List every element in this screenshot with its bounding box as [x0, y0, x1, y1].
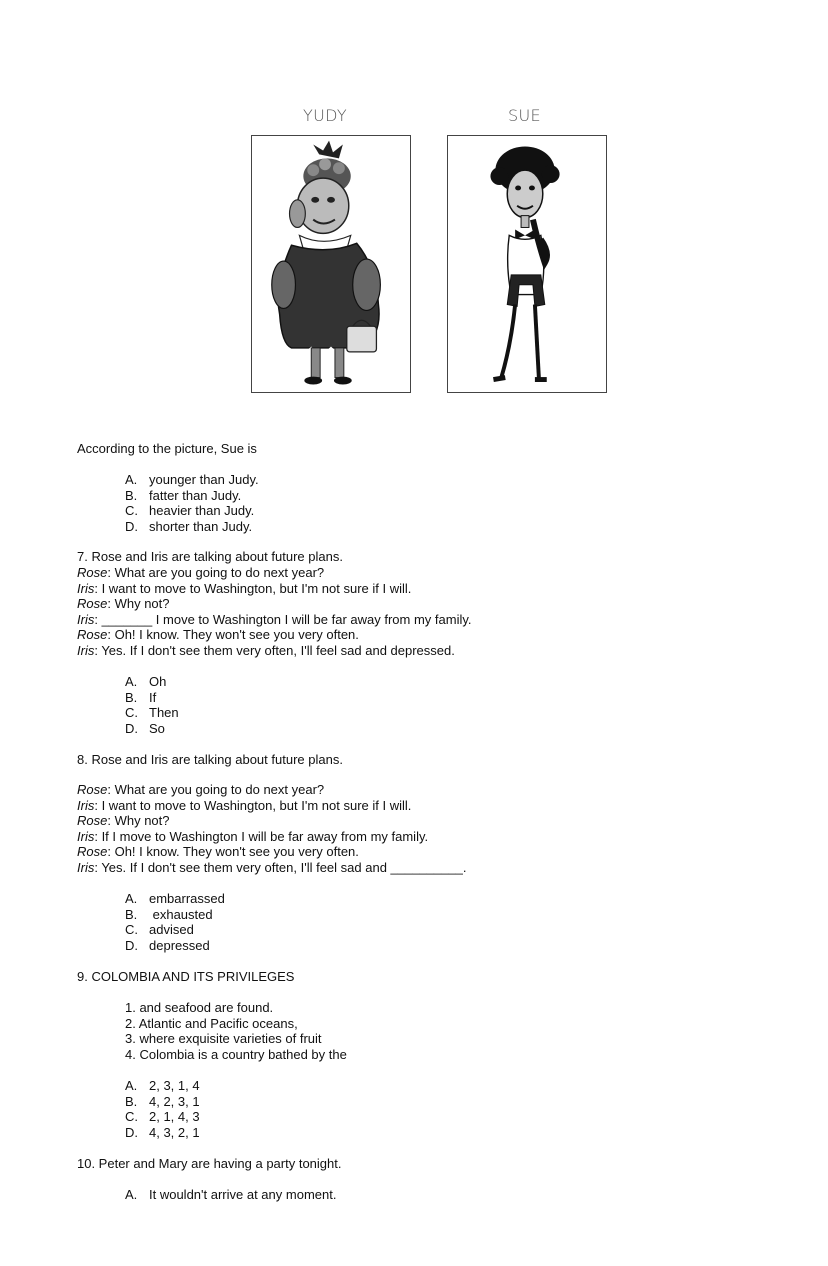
line-text: : Yes. If I don't see them very often, I'll feel sad and __________.: [94, 859, 467, 875]
speaker: Rose: [77, 782, 108, 797]
speaker: Rose: [77, 565, 108, 580]
option-text: It wouldn't arrive at any moment.: [149, 1187, 337, 1202]
speaker: Iris: [77, 828, 95, 844]
option-letter: C.: [125, 705, 138, 720]
q9-item: 3. where exquisite varieties of fruit: [125, 1031, 322, 1046]
yudy-picture: [251, 135, 411, 393]
option-text: 4, 3, 2, 1: [149, 1124, 200, 1140]
dialogue-line: [77, 581, 411, 597]
q9-item: 1. and seafood are found.: [125, 1000, 274, 1015]
q6-stem: According to the picture, Sue is: [77, 441, 257, 456]
dialogue-line: [77, 782, 324, 798]
q6-option-c[interactable]: [125, 503, 254, 519]
option-letter: D.: [125, 720, 138, 736]
sue-caption: SUE: [508, 106, 541, 125]
yudy-illustration: [252, 136, 410, 392]
option-letter: C.: [125, 1109, 138, 1124]
option-text: heavier than Judy.: [149, 503, 255, 518]
option-letter: A.: [125, 674, 138, 689]
option-text: Then: [149, 705, 179, 720]
line-text: : _______ I move to Washington I will be far away from my family.: [94, 611, 472, 627]
option-letter: C.: [125, 503, 138, 518]
option-letter: A.: [125, 1187, 138, 1202]
option-letter: A.: [125, 891, 138, 906]
dialogue-line: [77, 813, 170, 829]
option-letter: D.: [125, 937, 138, 953]
option-text: shorter than Judy.: [149, 518, 253, 534]
line-text: : Why not?: [107, 596, 170, 611]
q6-option-a[interactable]: [125, 472, 259, 488]
option-text: Oh: [149, 674, 167, 689]
speaker: Iris: [77, 859, 95, 875]
line-text: : If I move to Washington I will be far away from my family.: [94, 828, 429, 844]
line-text: : I want to move to Washington, but I'm not sure if I will.: [94, 797, 412, 813]
q7-option-c[interactable]: [125, 705, 179, 721]
option-letter: B.: [125, 689, 138, 705]
line-text: : I want to move to Washington, but I'm not sure if I will.: [94, 580, 412, 596]
option-text: 2, 3, 1, 4: [149, 1078, 200, 1093]
q9-option-a[interactable]: [125, 1078, 200, 1094]
option-text: 4, 2, 3, 1: [149, 1093, 200, 1109]
q8-option-d[interactable]: [125, 938, 210, 954]
speaker: Rose: [77, 813, 108, 828]
q7-option-b[interactable]: [125, 690, 156, 706]
dialogue-line: [77, 612, 472, 628]
q7-option-a[interactable]: [125, 674, 166, 690]
speaker: Iris: [77, 611, 95, 627]
q9-option-b[interactable]: [125, 1094, 200, 1110]
speaker: Rose: [77, 596, 108, 611]
q9-item: 4. Colombia is a country bathed by the: [125, 1046, 347, 1062]
option-letter: D.: [125, 518, 138, 534]
q6-option-d[interactable]: [125, 519, 252, 535]
option-text: fatter than Judy.: [149, 487, 242, 503]
line-text: : Yes. If I don't see them very often, I'll feel sad and depressed.: [94, 642, 455, 658]
q10-option-a[interactable]: [125, 1187, 336, 1203]
q6-option-b[interactable]: [125, 488, 241, 504]
option-letter: B.: [125, 906, 138, 922]
dialogue-line: [77, 860, 466, 876]
q8-option-b[interactable]: [125, 907, 213, 923]
dialogue-line: [77, 596, 170, 612]
option-letter: C.: [125, 922, 138, 937]
option-text: 2, 1, 4, 3: [149, 1109, 200, 1124]
option-letter: D.: [125, 1124, 138, 1140]
option-text: embarrassed: [149, 891, 225, 906]
option-text: younger than Judy.: [149, 472, 259, 487]
option-letter: A.: [125, 472, 138, 487]
speaker: Iris: [77, 797, 95, 813]
q9-item: 2. Atlantic and Pacific oceans,: [125, 1015, 298, 1031]
option-text: So: [149, 720, 165, 736]
line-text: : Why not?: [107, 813, 170, 828]
option-text: exhausted: [149, 906, 213, 922]
sue-illustration: [448, 136, 606, 392]
speaker: Rose: [77, 627, 108, 642]
option-text: advised: [149, 922, 194, 937]
sue-picture: [447, 135, 607, 393]
q8-option-c[interactable]: [125, 922, 194, 938]
line-text: : Oh! I know. They won't see you very often.: [107, 627, 359, 642]
line-text: : What are you going to do next year?: [107, 782, 325, 797]
q7-title: 7. Rose and Iris are talking about future plans.: [77, 549, 343, 564]
option-letter: B.: [125, 487, 138, 503]
dialogue-line: [77, 643, 455, 659]
option-letter: B.: [125, 1093, 138, 1109]
option-text: depressed: [149, 937, 210, 953]
dialogue-line: [77, 798, 411, 814]
q10-title: 10. Peter and Mary are having a party tonight.: [77, 1156, 342, 1171]
q7-option-d[interactable]: [125, 721, 165, 737]
speaker: Iris: [77, 580, 95, 596]
dialogue-line: [77, 844, 359, 860]
option-letter: A.: [125, 1078, 138, 1093]
q8-title: 8. Rose and Iris are talking about future plans.: [77, 752, 343, 767]
line-text: : Oh! I know. They won't see you very often.: [107, 844, 359, 859]
q9-option-d[interactable]: [125, 1125, 200, 1141]
yudy-caption: YUDY: [303, 106, 347, 125]
line-text: : What are you going to do next year?: [107, 565, 325, 580]
q9-title: 9. COLOMBIA AND ITS PRIVILEGES: [77, 969, 295, 984]
q8-option-a[interactable]: [125, 891, 225, 907]
dialogue-line: [77, 829, 428, 845]
option-text: If: [149, 689, 157, 705]
speaker: Iris: [77, 642, 95, 658]
speaker: Rose: [77, 844, 108, 859]
dialogue-line: [77, 627, 359, 643]
dialogue-line: [77, 565, 324, 581]
q9-option-c[interactable]: [125, 1109, 200, 1125]
